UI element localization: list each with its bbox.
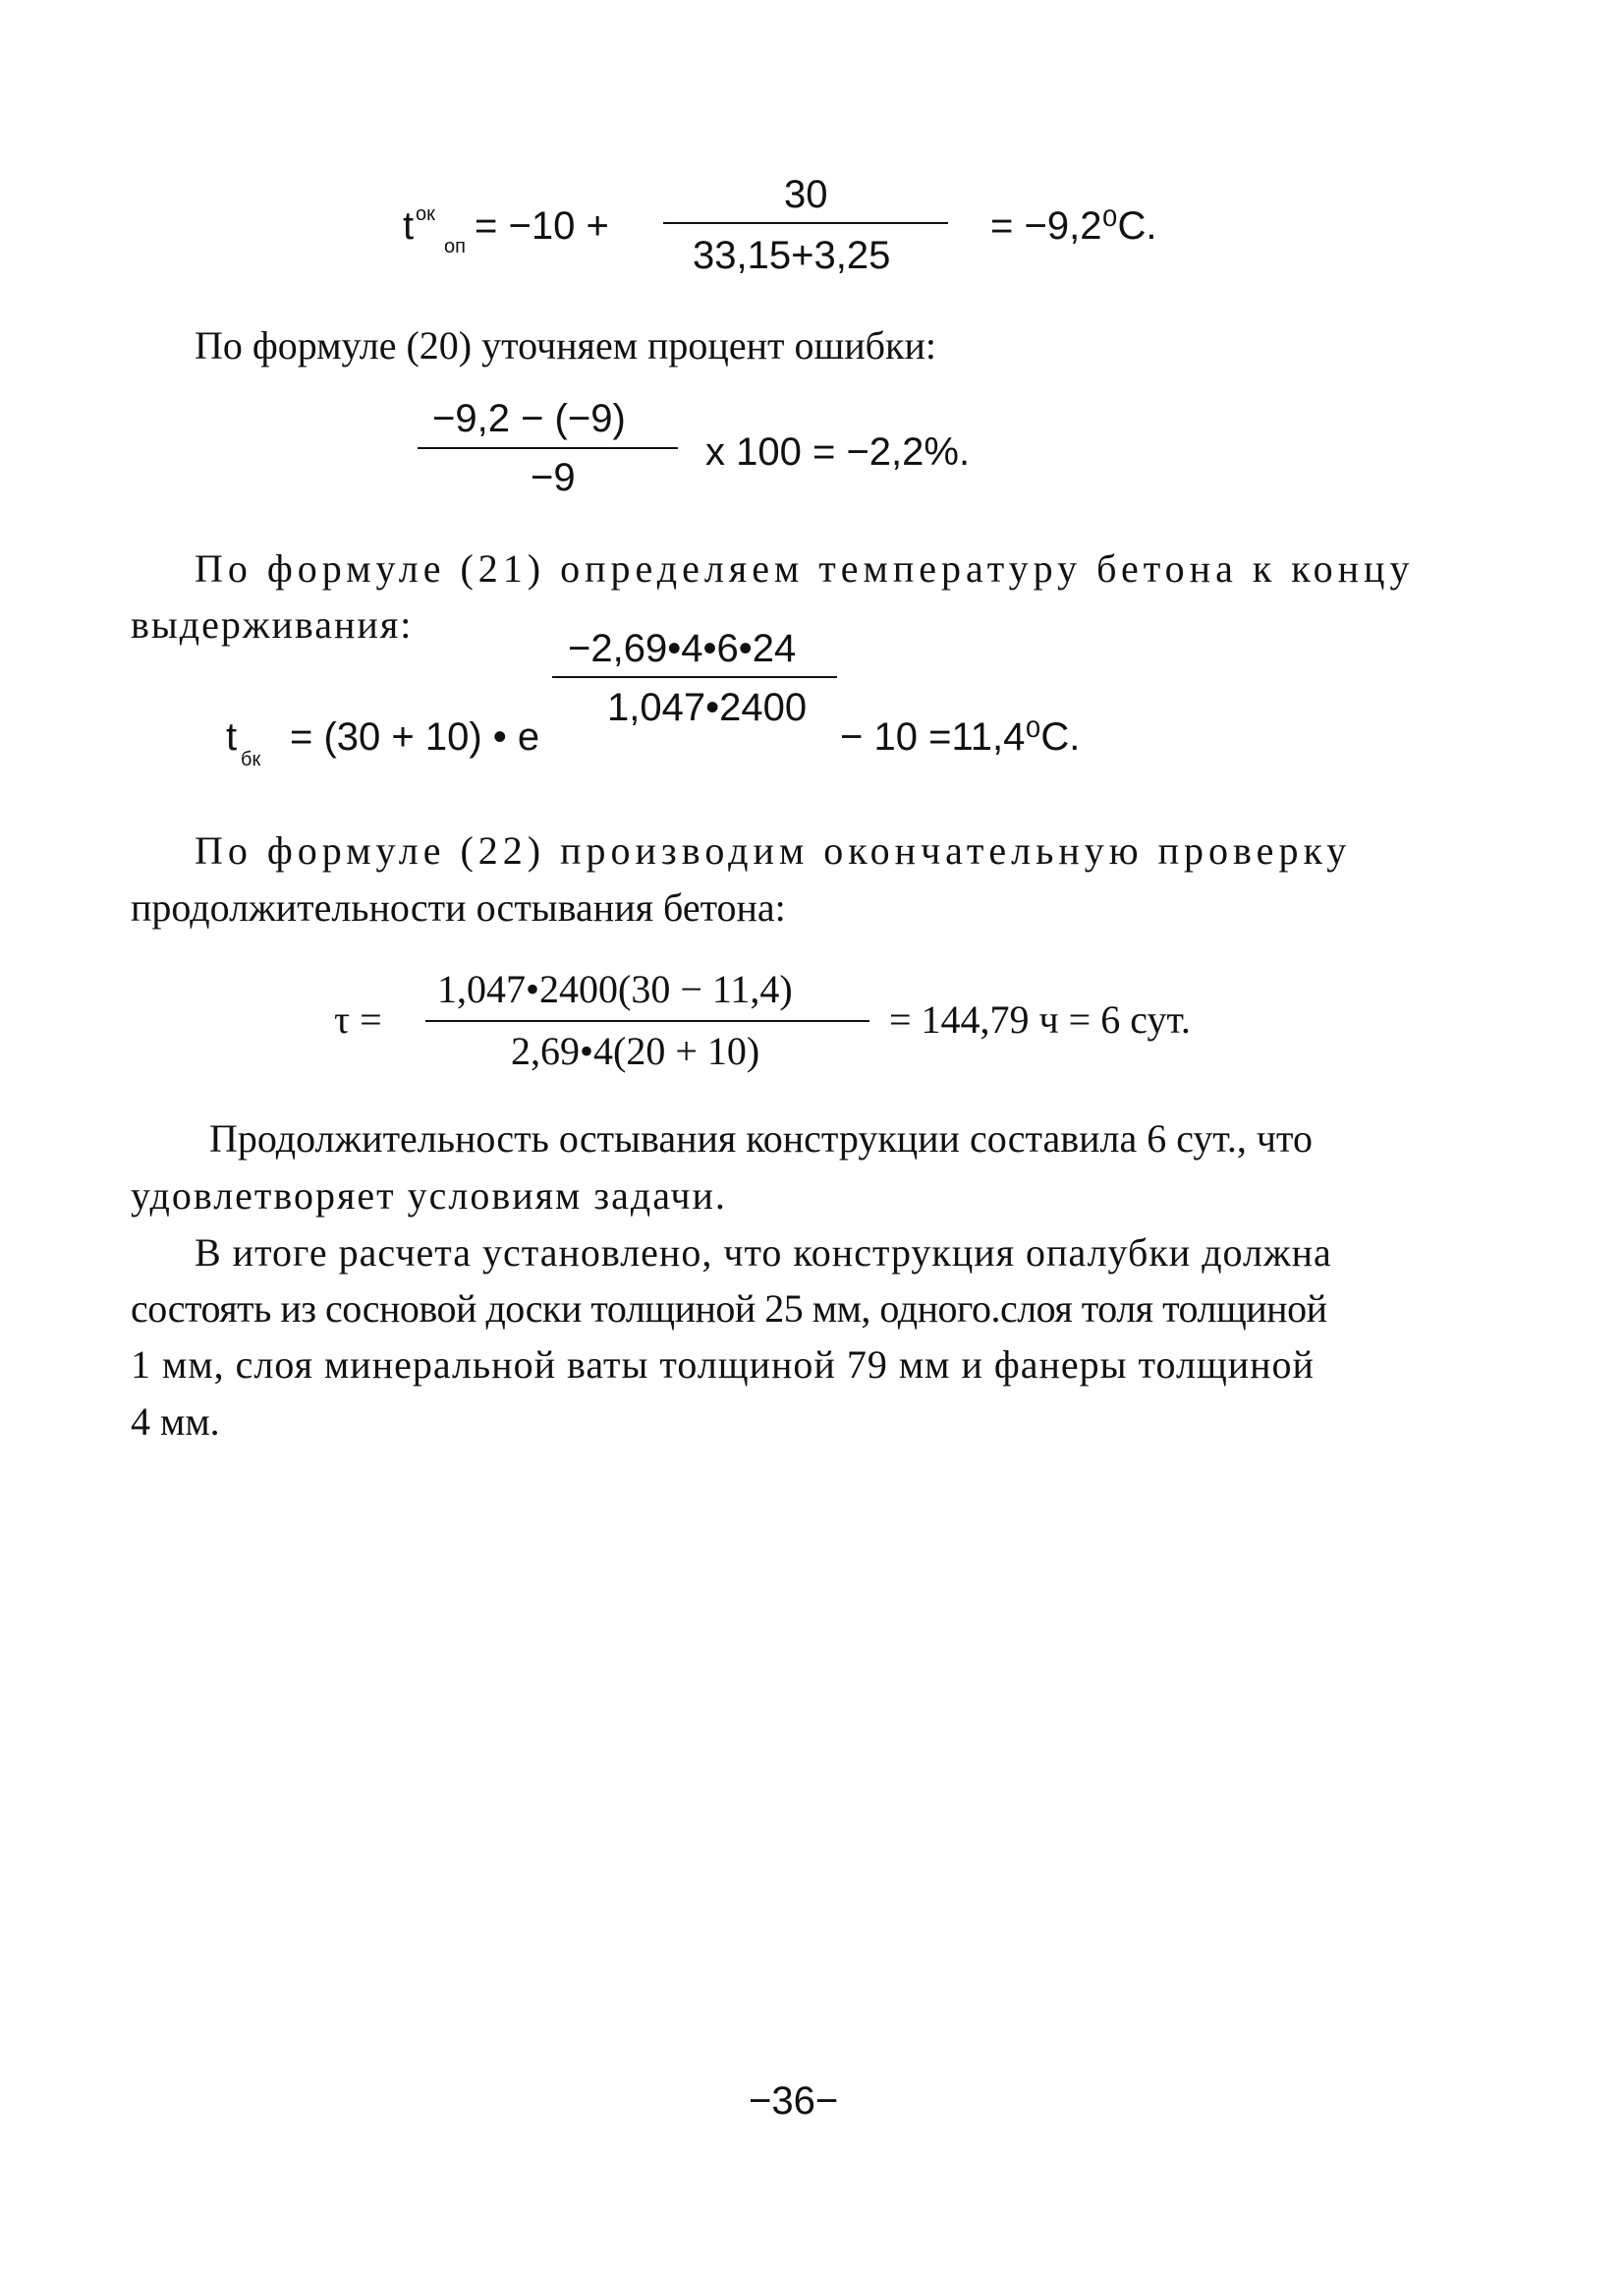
eq2-denominator: −9	[531, 456, 576, 499]
eq4-denominator: 2,69•4(20 + 10)	[511, 1029, 760, 1073]
eq2-numerator: −9,2 − (−9)	[432, 397, 626, 440]
paragraph-3-line-2: продолжительности остывания бетона:	[131, 885, 786, 930]
eq1-superscript: ок	[416, 203, 435, 225]
paragraph-2-line-1: По формуле (21) определяем температуру бетона к концу	[195, 546, 1415, 591]
eq3-subscript: бк	[241, 749, 261, 770]
eq1-fraction-bar	[663, 222, 948, 224]
paragraph-5-line-3: 1 мм, слоя минеральной ваты толщиной 79 мм и фанеры толщиной	[131, 1342, 1315, 1387]
paragraph-4-line-1: Продолжительность остывания конструкции составила 6 сут., что	[209, 1116, 1313, 1161]
eq2-suffix: x 100 = −2,2%.	[705, 430, 971, 474]
paragraph-5-line-1: В итоге расчета установлено, что конструкция опалубки должна	[195, 1230, 1332, 1275]
eq4-result: = 144,79 ч = 6 сут.	[889, 997, 1191, 1042]
eq1-denominator: 33,15+3,25	[693, 234, 891, 277]
eq3-lhs: t	[226, 715, 238, 759]
eq2-fraction-bar	[418, 447, 678, 449]
eq1-numerator: 30	[784, 173, 828, 216]
paragraph-2-line-2: выдерживания:	[131, 602, 414, 647]
eq4-numerator: 1,047•2400(30 − 11,4)	[437, 967, 793, 1011]
paragraph-1: По формуле (20) уточняем процент ошибки:	[195, 323, 936, 368]
eq4-fraction-bar	[425, 1020, 869, 1022]
page-number: −36−	[749, 2079, 839, 2123]
paragraph-5-line-4: 4 мм.	[131, 1399, 220, 1444]
eq1-prefix: = −10 +	[475, 204, 609, 248]
paragraph-5-line-2: состоять из сосновой доски толщиной 25 мм, одного.слоя толя толщиной	[131, 1286, 1327, 1331]
paragraph-4-line-2: удовлетворяет условиям задачи.	[131, 1173, 727, 1218]
eq1-result: = −9,2⁰С.	[990, 204, 1157, 248]
eq3-suffix: − 10 =11,4⁰С.	[840, 715, 1081, 759]
paragraph-3-line-1: По формуле (22) производим окончательную проверку	[195, 828, 1352, 873]
eq1-lhs: t	[403, 204, 415, 248]
eq3-exponent-fraction-bar	[552, 676, 837, 678]
eq1-subscript: оп	[444, 236, 466, 257]
eq3-prefix: = (30 + 10) • e	[290, 715, 540, 759]
eq3-exponent-numerator: −2,69•4•6•24	[568, 627, 797, 670]
eq4-lhs: τ =	[334, 997, 382, 1042]
eq3-exponent-denominator: 1,047•2400	[607, 686, 808, 729]
